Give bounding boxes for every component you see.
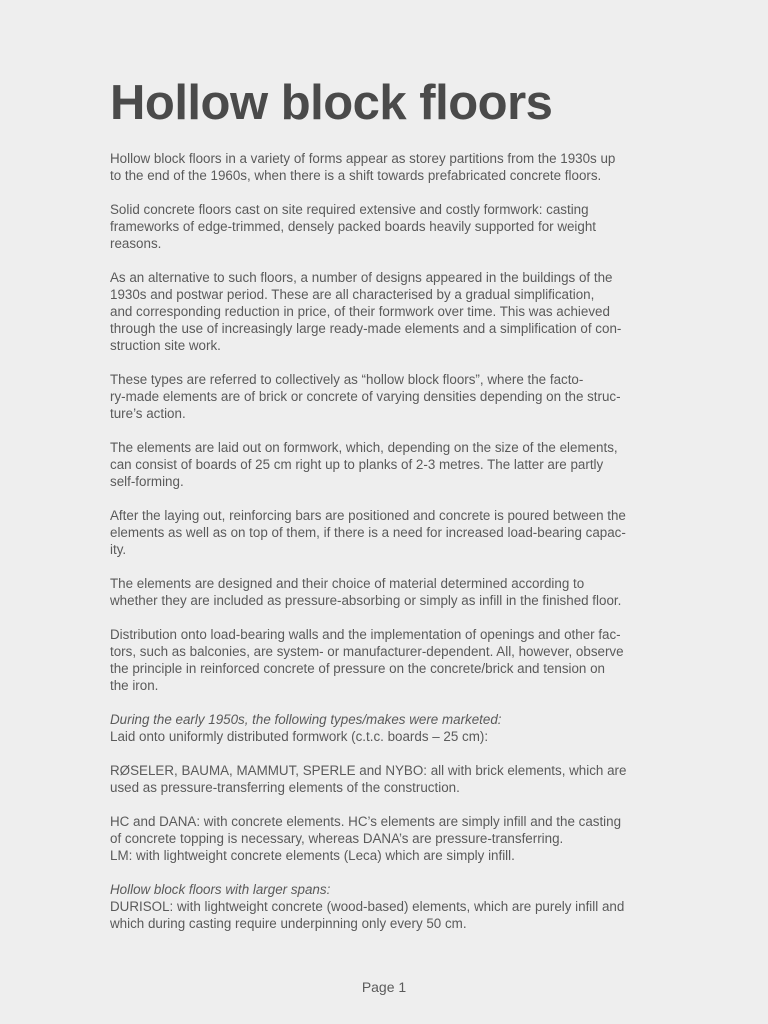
paragraph [110, 881, 660, 932]
paragraph-line: which during casting require underpinning only every 50 cm. [110, 916, 467, 931]
paragraph-line: These types are referred to collectively as “hollow block floors”, where the facto- [110, 372, 584, 387]
paragraph-line: reasons. [110, 236, 162, 251]
paragraph-italic-heading: During the early 1950s, the following types/makes were marketed: [110, 712, 502, 727]
paragraph-line: through the use of increasingly large ready-made elements and a simplification of con- [110, 321, 622, 336]
paragraph [110, 813, 660, 864]
paragraph [110, 762, 660, 796]
paragraph-line: After the laying out, reinforcing bars are positioned and concrete is poured between the [110, 508, 626, 523]
paragraph [110, 507, 660, 558]
paragraph-line: self-forming. [110, 474, 184, 489]
paragraph-line: LM: with lightweight concrete elements (Leca) which are simply infill. [110, 848, 515, 863]
paragraph-line: DURISOL: with lightweight concrete (wood-based) elements, which are purely infill and [110, 899, 625, 914]
paragraph [110, 201, 660, 252]
paragraph-line: ity. [110, 542, 127, 557]
page-number: Page 1 [361, 979, 407, 995]
paragraph-line: tors, such as balconies, are system- or manufacturer-dependent. All, however, observe [110, 644, 624, 659]
paragraph-line: The elements are designed and their choice of material determined according to [110, 576, 585, 591]
paragraph [110, 150, 660, 184]
paragraph-line: RØSELER, BAUMA, MAMMUT, SPERLE and NYBO: all with brick elements, which are [110, 763, 627, 778]
paragraph-line: Laid onto uniformly distributed formwork (c.t.c. boards – 25 cm): [110, 729, 489, 744]
paragraph-line: ture’s action. [110, 406, 186, 421]
paragraph-line: Hollow block floors in a variety of forms appear as storey partitions from the 1930s up [110, 151, 616, 166]
paragraph [110, 711, 660, 745]
document-page [110, 72, 660, 949]
paragraph-line: As an alternative to such floors, a number of designs appeared in the buildings of the [110, 270, 613, 285]
document-body [110, 150, 660, 932]
paragraph [110, 371, 660, 422]
paragraph-line: to the end of the 1960s, when there is a shift towards prefabricated concrete floors. [110, 168, 602, 183]
paragraph [110, 575, 660, 609]
paragraph-line: elements as well as on top of them, if there is a need for increased load-bearing capac- [110, 525, 626, 540]
paragraph-line: the principle in reinforced concrete of pressure on the concrete/brick and tension on [110, 661, 605, 676]
paragraph-line: used as pressure-transferring elements of the construction. [110, 780, 460, 795]
paragraph [110, 269, 660, 354]
paragraph-line: whether they are included as pressure-absorbing or simply as infill in the finished floor. [110, 593, 622, 608]
paragraph-line: of concrete topping is necessary, whereas DANA’s are pressure-transferring. [110, 831, 564, 846]
paragraph-line: HC and DANA: with concrete elements. HC’s elements are simply infill and the casting [110, 814, 622, 829]
paragraph-italic-heading: Hollow block floors with larger spans: [110, 882, 331, 897]
paragraph-line: can consist of boards of 25 cm right up to planks of 2-3 metres. The latter are partly [110, 457, 604, 472]
paragraph-line: 1930s and postwar period. These are all characterised by a gradual simplification, [110, 287, 595, 302]
paragraph-line: ry-made elements are of brick or concrete of varying densities depending on the struc- [110, 389, 621, 404]
paragraph [110, 439, 660, 490]
paragraph-line: and corresponding reduction in price, of their formwork over time. This was achieved [110, 304, 610, 319]
paragraph-line: The elements are laid out on formwork, which, depending on the size of the elements, [110, 440, 618, 455]
paragraph-line: Distribution onto load-bearing walls and the implementation of openings and other fac- [110, 627, 621, 642]
paragraph-line: Solid concrete floors cast on site required extensive and costly formwork: casting [110, 202, 589, 217]
paragraph [110, 626, 660, 694]
paragraph-line: frameworks of edge-trimmed, densely packed boards heavily supported for weight [110, 219, 597, 234]
paragraph-line: struction site work. [110, 338, 221, 353]
page-title: Hollow block floors [110, 76, 553, 130]
paragraph-line: the iron. [110, 678, 159, 693]
